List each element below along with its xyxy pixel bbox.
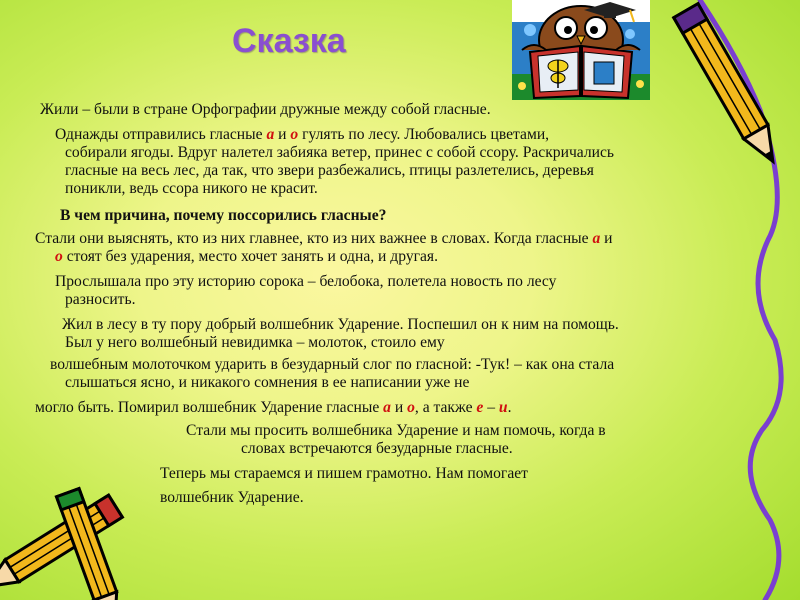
story-line: поникли, ведь ссора никого не красит. (65, 180, 318, 197)
story-line: волшебным молоточком ударить в безударный слог по гласной: -Тук! – как она стала (50, 356, 615, 373)
vowel-letter: а (592, 230, 601, 247)
slide-title: Сказка (232, 22, 346, 60)
story-line: гласные на весь лес, да так, что звери разбежались, птицы разлетелись, деревья (65, 162, 594, 179)
story-line: собирали ягоды. Вдруг налетел забияка ветер, принес с собой ссору. Раскричались (65, 144, 615, 161)
story-line: Стали мы просить волшебника Ударение и нам помочь, когда в (186, 422, 606, 439)
pencil-icon (680, 0, 790, 190)
vowel-letter: а (266, 126, 275, 143)
story-question: В чем причина, почему поссорились гласные? (60, 207, 387, 224)
crossed-pencils-icon (0, 482, 160, 600)
vowel-letter: о (55, 248, 63, 265)
story-line: Жил в лесу в ту пору добрый волшебник Ударение. Поспешил он к ним на помощь. (62, 316, 619, 333)
story-line: разносить. (65, 291, 136, 308)
story-line: Прослышала про эту историю сорока – белобока, полетела новость по лесу (55, 273, 557, 290)
story-line: Теперь мы стараемся и пишем грамотно. Нам помогает (160, 465, 528, 482)
story-line: Однажды отправились гласные а и о гулять по лесу. Любовались цветами, (55, 126, 550, 143)
story-line: Жили – были в стране Орфографии дружные между собой гласные. (40, 101, 491, 118)
vowel-letter: о (290, 126, 299, 143)
vowel-letter: е (476, 399, 484, 416)
vowel-letter: о (407, 399, 415, 416)
story-line: волшебник Ударение. (160, 489, 304, 506)
story-line: могло быть. Помирил волшебник Ударение гласные а и о, а также е – и. (35, 399, 512, 416)
vowel-letter: и (498, 399, 508, 416)
story-line: о стоят без ударения, место хочет занять и одна, и другая. (55, 248, 438, 265)
vowel-letter: а (383, 399, 391, 416)
story-line: Стали они выяснять, кто из них главнее, кто из них важнее в словах. Когда гласные а и (35, 230, 613, 247)
story-line: Был у него волшебный невидимка – молоток, стоило ему (65, 334, 445, 351)
story-line: слышаться ясно, и никакого сомнения в ее написании уже не (65, 374, 470, 391)
story-line: словах встречаются безударные гласные. (241, 440, 513, 457)
